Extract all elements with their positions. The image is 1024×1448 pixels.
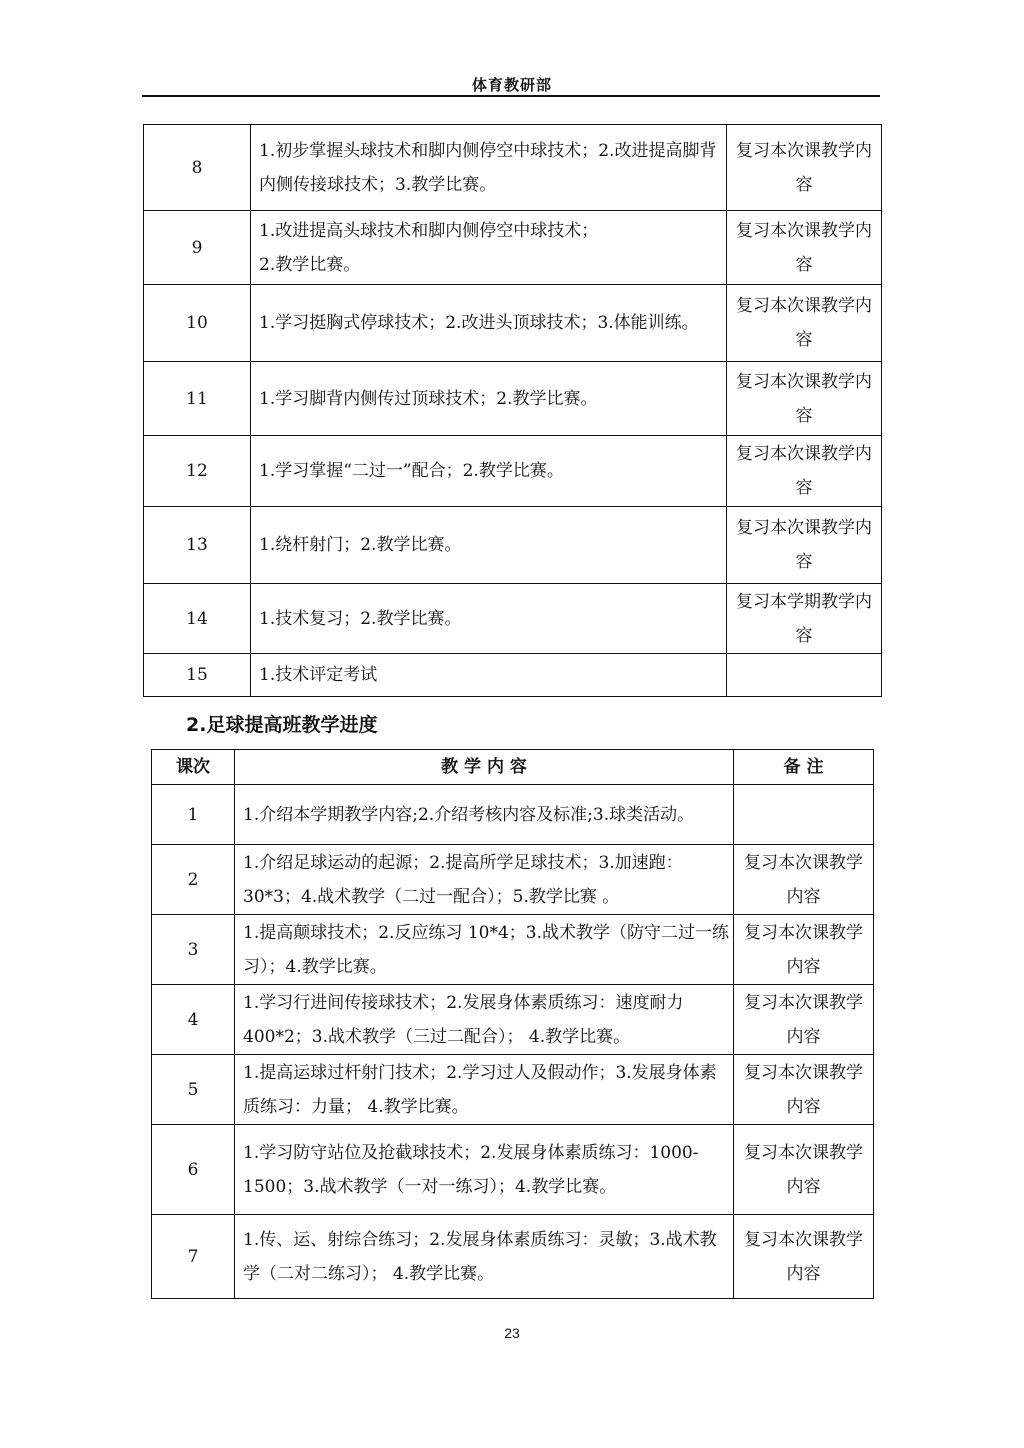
table-header-row	[152, 750, 874, 785]
table-row	[144, 125, 882, 211]
table-row	[152, 845, 874, 915]
lesson-content-line: 1.改进提高头球技术和脚内侧停空中球技术；	[259, 220, 599, 241]
lesson-note: 复习本次课教学内容	[727, 362, 882, 436]
lesson-content: 1.学习掌握“二过一”配合；2.教学比赛。	[251, 436, 727, 507]
table-row	[144, 654, 882, 697]
lesson-note: 复习本次课教学内容	[734, 1125, 874, 1215]
table-row	[152, 1055, 874, 1125]
header-rule	[142, 95, 880, 97]
lesson-number: 3	[152, 915, 235, 985]
schedule-table-basic-continued	[143, 124, 882, 697]
table-row	[144, 584, 882, 654]
lesson-content: 1.介绍本学期教学内容;2.介绍考核内容及标准;3.球类活动。	[235, 785, 734, 845]
lesson-note: 复习本次课教学内容	[734, 1055, 874, 1125]
lesson-note: 复习本次课教学内容	[734, 845, 874, 915]
table-row	[152, 915, 874, 985]
lesson-note: 复习本次课教学内容	[727, 507, 882, 584]
table-row	[152, 985, 874, 1055]
schedule-table-advanced	[151, 749, 874, 1299]
table-row	[152, 1215, 874, 1299]
lesson-note: 复习本次课教学内容	[727, 285, 882, 362]
lesson-number: 15	[144, 654, 251, 697]
lesson-note: 复习本次课教学内容	[727, 436, 882, 507]
section-heading: 2.足球提高班教学进度	[186, 714, 378, 736]
lesson-content	[251, 211, 727, 285]
table-row	[144, 507, 882, 584]
lesson-note: 复习本次课教学内容	[734, 915, 874, 985]
running-header-title: 体育教研部	[471, 76, 552, 94]
lesson-content: 1.学习防守站位及抢截球技术；2.发展身体素质练习：1000-1500；3.战术教学（一对一练习）；4.教学比赛。	[235, 1125, 734, 1215]
lesson-note: 复习本次课教学内容	[734, 1215, 874, 1299]
lesson-content: 1.技术复习；2.教学比赛。	[251, 584, 727, 654]
lesson-content: 1.提高运球过杆射门技术；2.学习过人及假动作；3.发展身体素质练习：力量； 4.教学比赛。	[235, 1055, 734, 1125]
lesson-content: 1.绕杆射门；2.教学比赛。	[251, 507, 727, 584]
lesson-content: 1.初步掌握头球技术和脚内侧停空中球技术；2.改进提高脚背内侧传接球技术；3.教学比赛。	[251, 125, 727, 211]
lesson-number: 2	[152, 845, 235, 915]
lesson-content: 1.学习挺胸式停球技术；2.改进头顶球技术；3.体能训练。	[251, 285, 727, 362]
table-row	[144, 285, 882, 362]
lesson-number: 4	[152, 985, 235, 1055]
header-content: 教 学 内 容	[235, 750, 734, 785]
lesson-number: 12	[144, 436, 251, 507]
lesson-note	[727, 654, 882, 697]
lesson-number: 9	[144, 211, 251, 285]
table-row	[152, 1125, 874, 1215]
lesson-number: 8	[144, 125, 251, 211]
lesson-note	[734, 785, 874, 845]
lesson-content: 1.学习脚背内侧传过顶球技术；2.教学比赛。	[251, 362, 727, 436]
lesson-number: 14	[144, 584, 251, 654]
lesson-content-line: 2.教学比赛。	[259, 254, 361, 275]
table-row	[144, 436, 882, 507]
table-row	[144, 211, 882, 285]
lesson-content: 1.提高颠球技术；2.反应练习 10*4；3.战术教学（防守二过一练习）；4.教学比赛。	[235, 915, 734, 985]
lesson-content: 1.技术评定考试	[251, 654, 727, 697]
lesson-number: 7	[152, 1215, 235, 1299]
lesson-note: 复习本次课教学内容	[727, 125, 882, 211]
lesson-number: 5	[152, 1055, 235, 1125]
table-row	[144, 362, 882, 436]
lesson-number: 6	[152, 1125, 235, 1215]
lesson-number: 11	[144, 362, 251, 436]
page-number: 23	[504, 1325, 520, 1341]
lesson-note: 复习本次课教学内容	[734, 985, 874, 1055]
lesson-content: 1.学习行进间传接球技术；2.发展身体素质练习：速度耐力400*2；3.战术教学（三过二配合）； 4.教学比赛。	[235, 985, 734, 1055]
lesson-note: 复习本学期教学内容	[727, 584, 882, 654]
lesson-number: 13	[144, 507, 251, 584]
lesson-content: 1.传、运、射综合练习；2.发展身体素质练习：灵敏；3.战术教学（二对二练习）； 4.教学比赛。	[235, 1215, 734, 1299]
lesson-content: 1.介绍足球运动的起源；2.提高所学足球技术；3.加速跑：30*3；4.战术教学（二过一配合）；5.教学比赛 。	[235, 845, 734, 915]
table-row	[152, 785, 874, 845]
lesson-number: 1	[152, 785, 235, 845]
lesson-note: 复习本次课教学内容	[727, 211, 882, 285]
lesson-number: 10	[144, 285, 251, 362]
header-lesson-number: 课次	[152, 750, 235, 785]
header-note: 备 注	[734, 750, 874, 785]
